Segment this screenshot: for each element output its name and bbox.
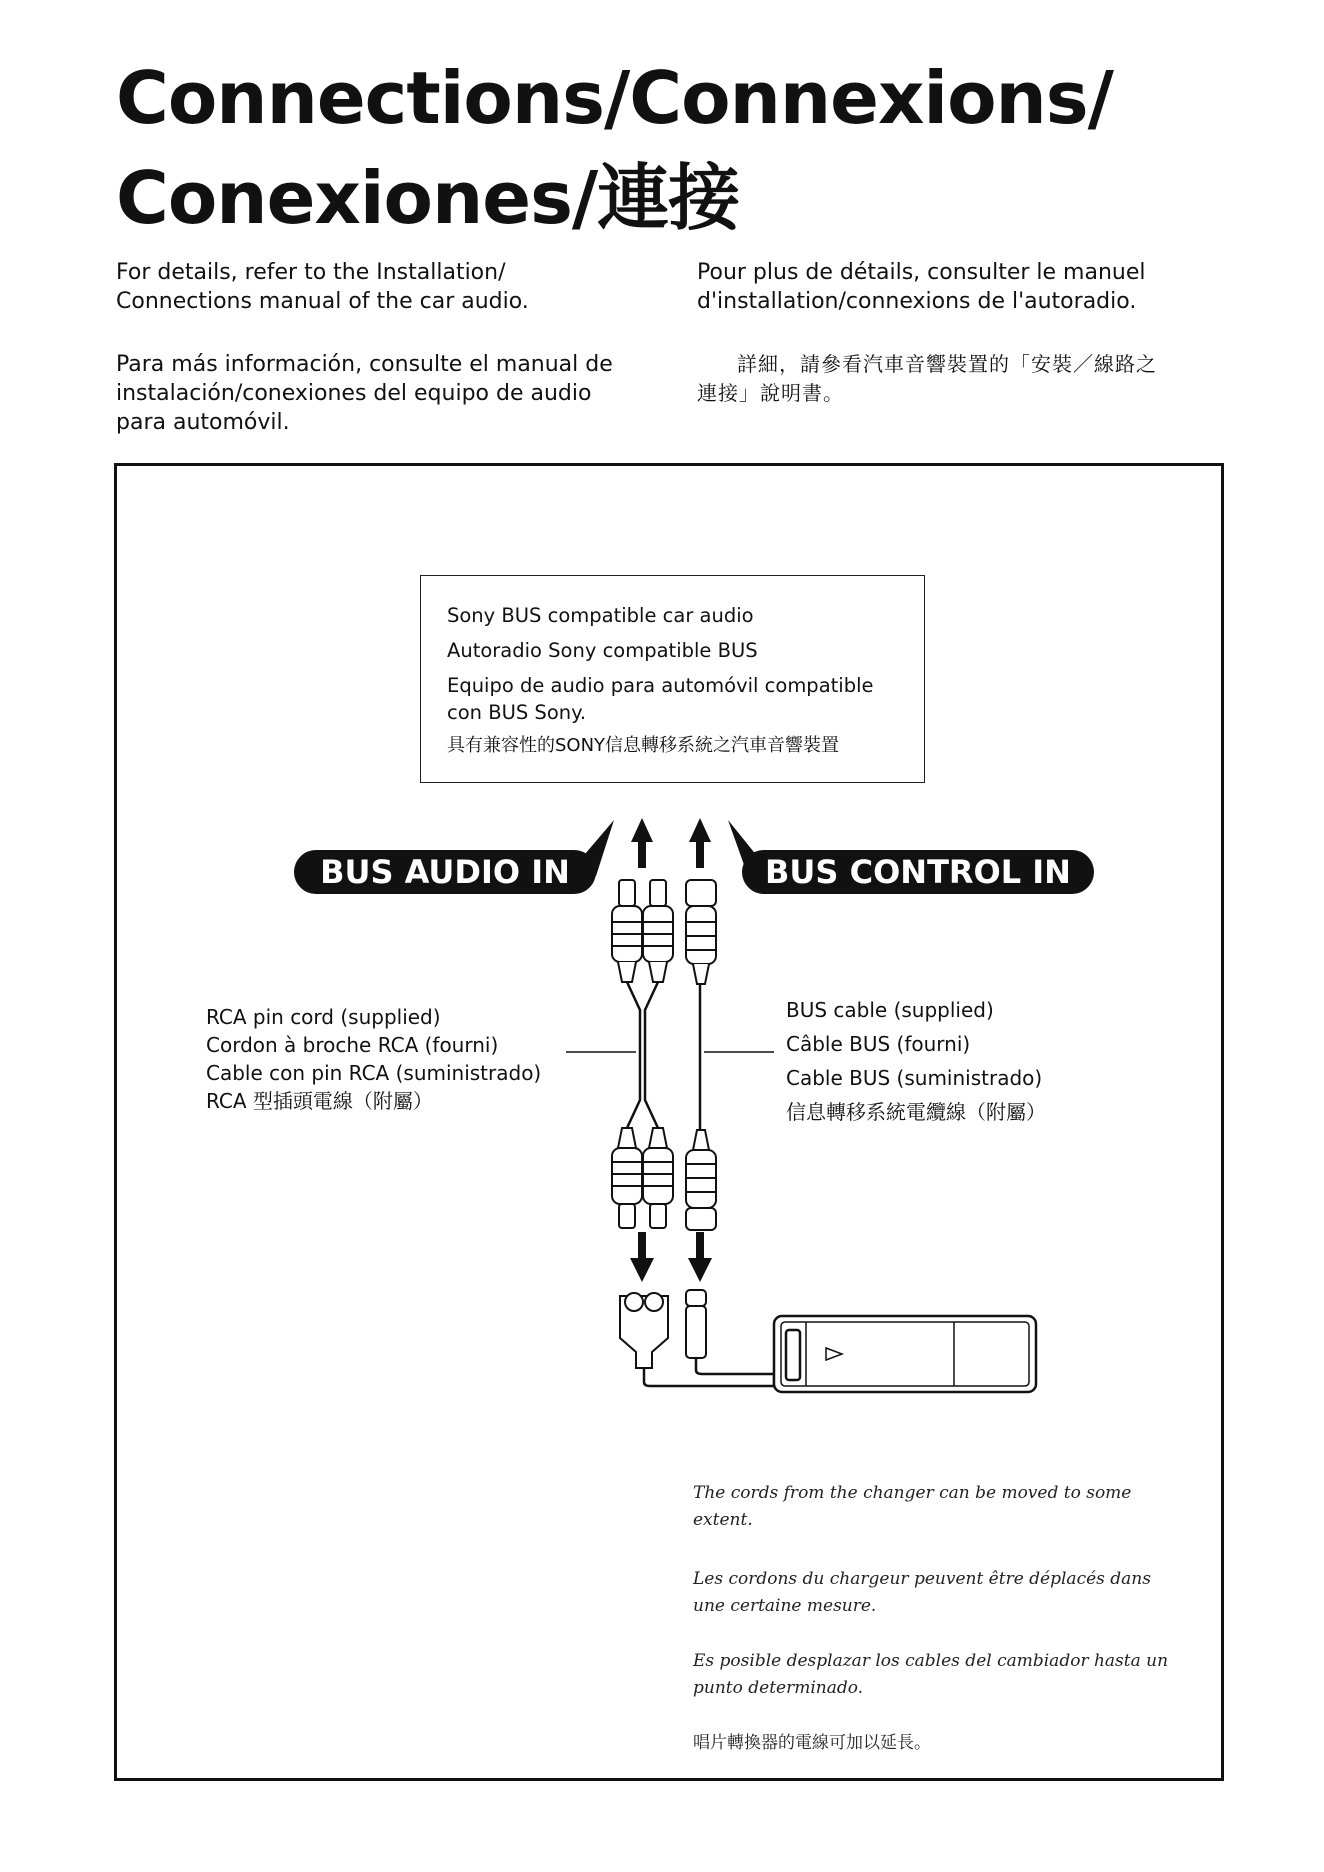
intro-spanish-line: instalación/conexiones del equipo de audio bbox=[116, 381, 592, 406]
page-title-line-2: Conexiones/連接 bbox=[116, 156, 740, 240]
page-title-line-1: Connections/Connexions/ bbox=[116, 56, 1113, 140]
bus-plug-top-icon bbox=[686, 880, 716, 984]
car-audio-es: con BUS Sony. bbox=[447, 701, 587, 724]
car-audio-fr: Autoradio Sony compatible BUS bbox=[447, 639, 758, 662]
rca-cord-es: Cable con pin RCA (suministrado) bbox=[206, 1061, 542, 1085]
intro-french-line: d'installation/connexions de l'autoradio. bbox=[697, 289, 1137, 314]
rca-plug-top-left-icon bbox=[612, 880, 642, 982]
note-english bbox=[693, 1480, 1173, 1534]
cd-changer-icon bbox=[774, 1316, 1036, 1392]
note-french bbox=[693, 1566, 1173, 1620]
bus-cable-en: BUS cable (supplied) bbox=[786, 998, 994, 1022]
note-chinese bbox=[693, 1730, 1173, 1757]
changer-cord-line bbox=[644, 1368, 774, 1386]
car-audio-es: Equipo de audio para automóvil compatible bbox=[447, 674, 874, 697]
intro-french-line: Pour plus de détails, consulter le manuel bbox=[697, 260, 1146, 285]
bus-cable-fr: Câble BUS (fourni) bbox=[786, 1032, 971, 1056]
down-arrow-icon bbox=[688, 1232, 712, 1282]
rca-plug-bottom-left-icon bbox=[612, 1128, 642, 1228]
intro-english-line: For details, refer to the Installation/ bbox=[116, 260, 506, 285]
rca-cord-label bbox=[206, 1003, 541, 1115]
car-audio-zh: 具有兼容性的SONY信息轉移系統之汽車音響裝置 bbox=[447, 735, 840, 756]
rca-plug-bottom-right-icon bbox=[643, 1128, 673, 1228]
note-chinese-line: 唱片轉換器的電線可加以延長。 bbox=[693, 1733, 931, 1753]
rca-cord-en: RCA pin cord (supplied) bbox=[206, 1005, 441, 1029]
bus-plug-bottom-icon bbox=[686, 1130, 716, 1230]
changer-cord-line bbox=[696, 1358, 776, 1374]
note-spanish-line: punto determinado. bbox=[693, 1678, 864, 1698]
bus-audio-in-label: BUS AUDIO IN bbox=[294, 850, 596, 894]
intro-english-line: Connections manual of the car audio. bbox=[116, 289, 529, 314]
bus-cable-zh: 信息轉移系統電纜線（附屬） bbox=[786, 1100, 1046, 1124]
intro-spanish-line: Para más información, consulte el manual de bbox=[116, 352, 613, 377]
note-english-line: The cords from the changer can be moved to some bbox=[693, 1483, 1132, 1503]
bus-cable-label bbox=[786, 996, 1046, 1126]
note-spanish bbox=[693, 1648, 1173, 1702]
bus-control-in-label: BUS CONTROL IN bbox=[742, 850, 1094, 894]
intro-chinese-line: 連接」說明書。 bbox=[697, 381, 844, 405]
note-spanish-line: Es posible desplazar los cables del cambiador hasta un bbox=[693, 1651, 1169, 1671]
bus-cable-es: Cable BUS (suministrado) bbox=[786, 1066, 1043, 1090]
up-arrow-icon bbox=[631, 818, 653, 868]
rca-cord-zh: RCA 型插頭電線（附屬） bbox=[206, 1089, 433, 1113]
up-arrow-icon bbox=[689, 818, 711, 868]
rca-cord-line bbox=[627, 982, 658, 1128]
note-english-line: extent. bbox=[693, 1510, 753, 1530]
rca-plug-top-right-icon bbox=[643, 880, 673, 982]
intro-chinese-line: 詳細，請參看汽車音響裝置的「安裝／線路之 bbox=[737, 352, 1157, 376]
car-audio-en: Sony BUS compatible car audio bbox=[447, 604, 754, 627]
note-french-line: Les cordons du chargeur peuvent être déplacés dans bbox=[693, 1569, 1151, 1589]
changer-rca-jack-icon bbox=[620, 1293, 668, 1368]
intro-spanish-line: para automóvil. bbox=[116, 410, 290, 435]
rca-cord-fr: Cordon à broche RCA (fourni) bbox=[206, 1033, 499, 1057]
changer-bus-jack-icon bbox=[686, 1290, 706, 1358]
note-french-line: une certaine mesure. bbox=[693, 1596, 877, 1616]
down-arrow-icon bbox=[630, 1232, 654, 1282]
